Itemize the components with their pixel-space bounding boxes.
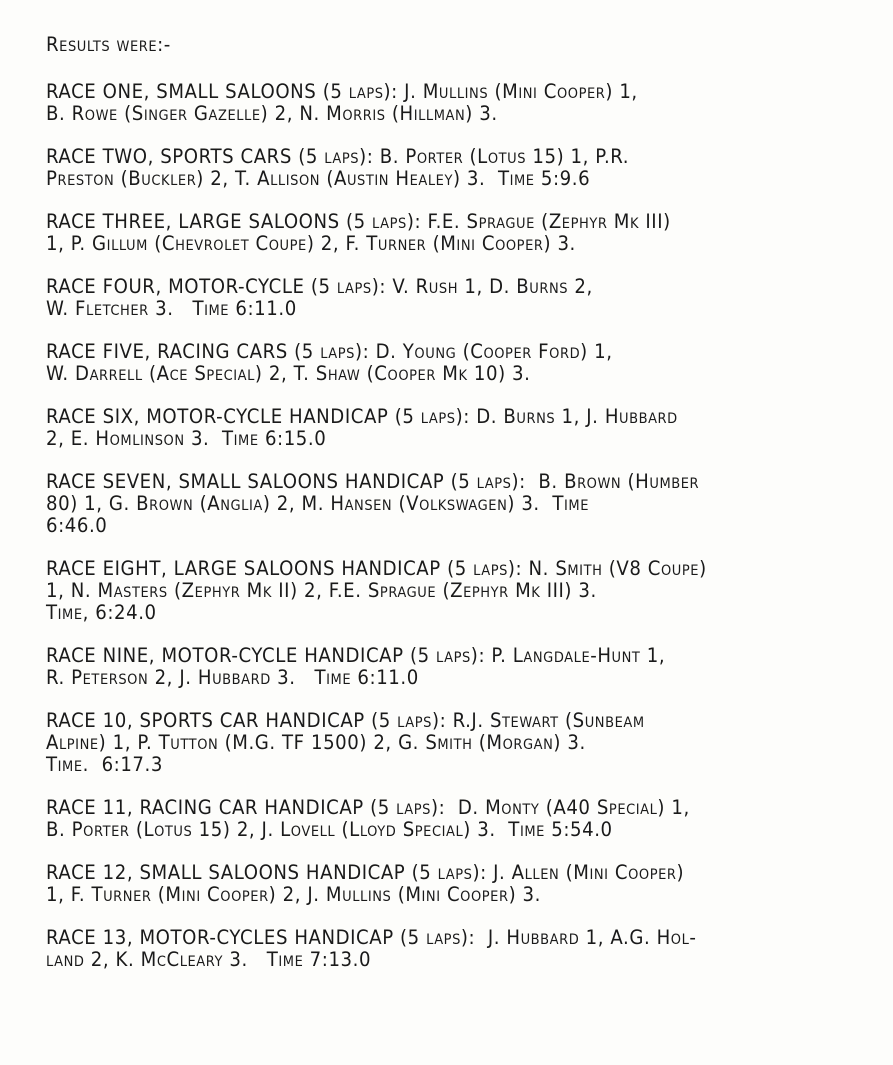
race-result-line: RACE FIVE, RACING CARS (5 laps): D. Young (Cooper Ford) 1,: [46, 340, 613, 363]
race-result-paragraph: [46, 406, 876, 450]
race-result-line: 2, E. Homlinson 3. Time 6:15.0: [46, 427, 327, 450]
race-result-line: RACE TWO, SPORTS CARS (5 laps): B. Porter (Lotus 15) 1, P.R.: [46, 145, 630, 168]
race-result-paragraph: [46, 710, 876, 776]
race-result-line: land 2, K. McCleary 3. Time 7:13.0: [46, 948, 372, 971]
race-result-line: Time. 6:17.3: [46, 753, 163, 776]
race-result-line: RACE THREE, LARGE SALOONS (5 laps): F.E. Sprague (Zephyr Mk III): [46, 210, 671, 233]
race-result-paragraph: [46, 471, 876, 537]
race-result-line: RACE FOUR, MOTOR-CYCLE (5 laps): V. Rush 1, D. Burns 2,: [46, 275, 593, 298]
race-result-line: 1, F. Turner (Mini Cooper) 2, J. Mullins (Mini Cooper) 3.: [46, 883, 541, 906]
race-result-line: 1, N. Masters (Zephyr Mk II) 2, F.E. Sprague (Zephyr Mk III) 3.: [46, 579, 597, 602]
race-result-line: Preston (Buckler) 2, T. Allison (Austin Healey) 3. Time 5:9.6: [46, 167, 591, 190]
race-result-line: Time, 6:24.0: [46, 601, 157, 624]
race-result-paragraph: [46, 211, 876, 255]
race-result-paragraph: [46, 276, 876, 320]
race-result-paragraph: [46, 927, 876, 971]
race-result-line: W. Fletcher 3. Time 6:11.0: [46, 297, 297, 320]
race-result-line: RACE 10, SPORTS CAR HANDICAP (5 laps): R.J. Stewart (Sunbeam: [46, 709, 645, 732]
race-result-line: RACE 12, SMALL SALOONS HANDICAP (5 laps): J. Allen (Mini Cooper): [46, 861, 685, 884]
race-result-line: RACE ONE, SMALL SALOONS (5 laps): J. Mullins (Mini Cooper) 1,: [46, 80, 638, 103]
race-result-line: RACE SIX, MOTOR-CYCLE HANDICAP (5 laps): D. Burns 1, J. Hubbard: [46, 405, 678, 428]
race-result-line: RACE EIGHT, LARGE SALOONS HANDICAP (5 laps): N. Smith (V8 Coupe): [46, 557, 707, 580]
race-result-line: 80) 1, G. Brown (Anglia) 2, M. Hansen (Volkswagen) 3. Time: [46, 492, 590, 515]
race-result-line: R. Peterson 2, J. Hubbard 3. Time 6:11.0: [46, 666, 419, 689]
race-result-paragraph: [46, 81, 876, 125]
race-result-paragraph: [46, 645, 876, 689]
results-heading: Results were:-: [46, 33, 171, 56]
results-document: [46, 34, 876, 992]
race-result-line: RACE SEVEN, SMALL SALOONS HANDICAP (5 laps): B. Brown (Humber: [46, 470, 700, 493]
race-result-line: B. Rowe (Singer Gazelle) 2, N. Morris (Hillman) 3.: [46, 102, 498, 125]
race-result-line: W. Darrell (Ace Special) 2, T. Shaw (Cooper Mk 10) 3.: [46, 362, 531, 385]
race-result-line: RACE NINE, MOTOR-CYCLE HANDICAP (5 laps): P. Langdale-Hunt 1,: [46, 644, 666, 667]
race-result-line: RACE 13, MOTOR-CYCLES HANDICAP (5 laps): J. Hubbard 1, A.G. Hol-: [46, 926, 697, 949]
race-result-line: B. Porter (Lotus 15) 2, J. Lovell (Lloyd Special) 3. Time 5:54.0: [46, 818, 613, 841]
race-results-list: [46, 81, 876, 971]
race-result-line: 6:46.0: [46, 514, 108, 537]
race-result-paragraph: [46, 797, 876, 841]
race-result-paragraph: [46, 862, 876, 906]
race-result-paragraph: [46, 558, 876, 624]
race-result-line: RACE 11, RACING CAR HANDICAP (5 laps): D. Monty (A40 Special) 1,: [46, 796, 690, 819]
race-result-line: Alpine) 1, P. Tutton (M.G. TF 1500) 2, G. Smith (Morgan) 3.: [46, 731, 586, 754]
race-result-paragraph: [46, 146, 876, 190]
race-result-paragraph: [46, 341, 876, 385]
race-result-line: 1, P. Gillum (Chevrolet Coupe) 2, F. Turner (Mini Cooper) 3.: [46, 232, 576, 255]
